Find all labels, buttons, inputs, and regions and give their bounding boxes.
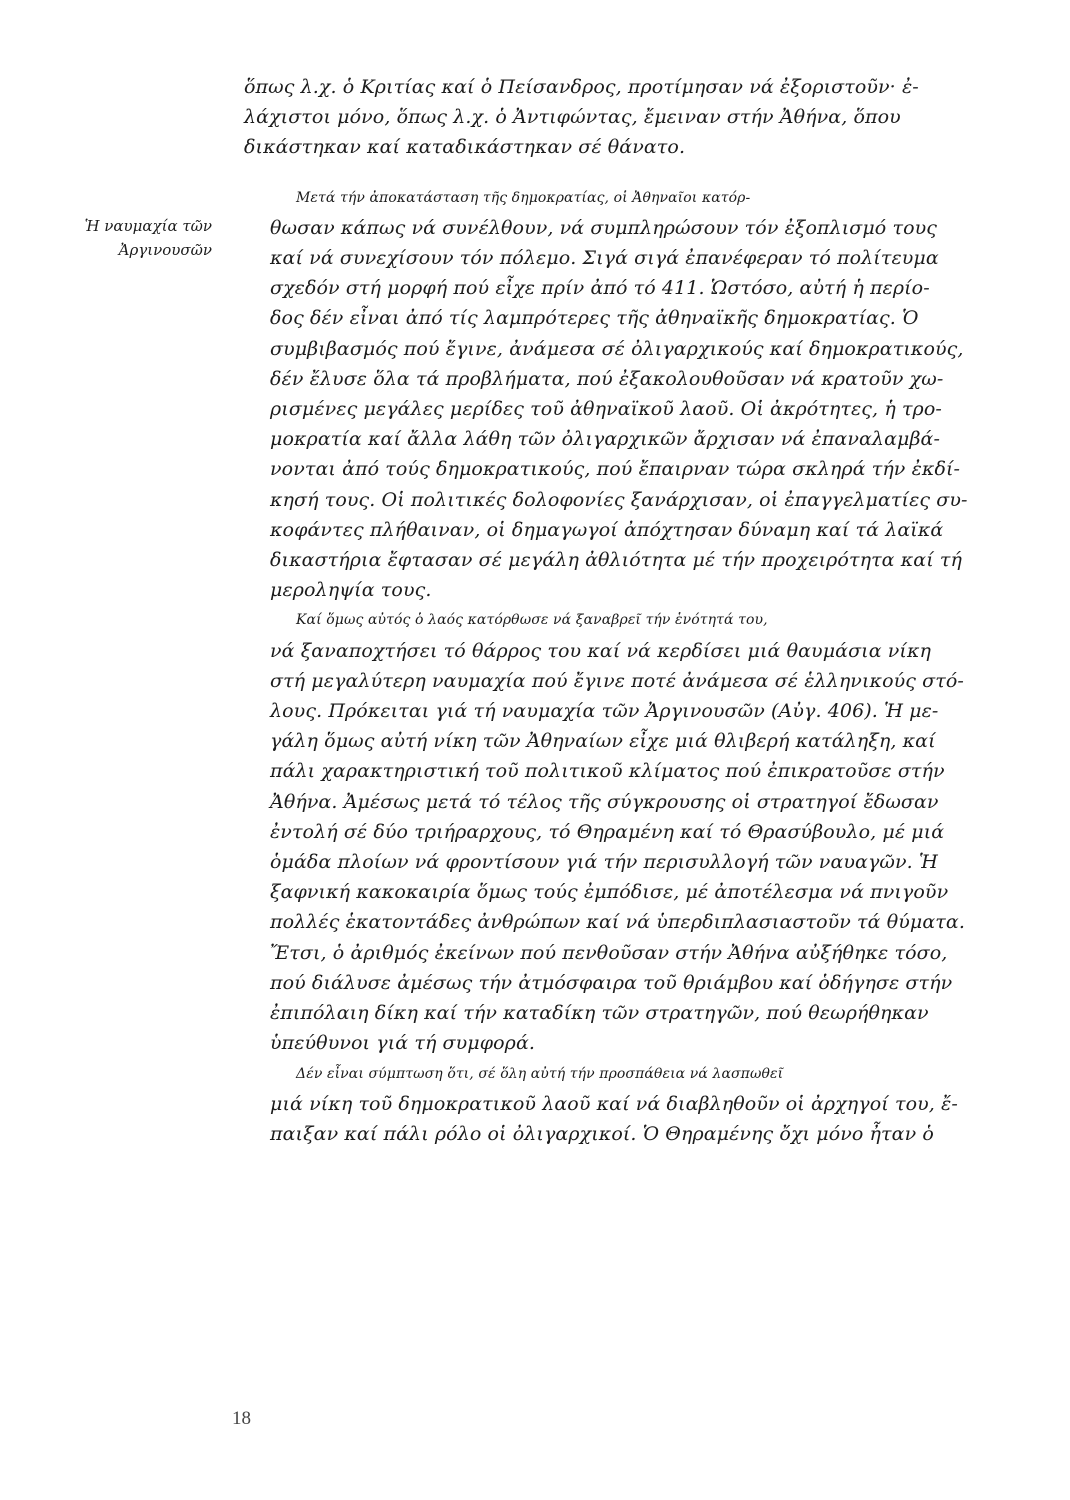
text-line: Δέν εἶναι σύμπτωση ὅτι, σέ ὅλη αὐτή τήν προσπάθεια νά λασπωθεῖ [296, 1065, 784, 1082]
text-line: ὁμάδα πλοίων νά φροντίσουν γιά τήν περισυλλογή τῶν ναυαγῶν. Ἡ [270, 851, 938, 874]
text-line: μεροληψία τους. [270, 579, 432, 602]
text-line: ὅπως λ.χ. ὁ Κριτίας καί ὁ Πείσανδρος, προτίμησαν νά ἐξοριστοῦν· ἐ- [244, 76, 919, 98]
text-line: ὑπεύθυνοι γιά τή συμφορά. [270, 1032, 536, 1055]
text-line: Ἔτσι, ὁ ἀριθμός ἐκείνων πού πενθοῦσαν στήν Ἀθήνα αὐξήθηκε τόσο, [270, 941, 948, 964]
text-line: σχεδόν στή μορφή πού εἶχε πρίν ἀπό τό 411. Ὡστόσο, αὐτή ἡ περίο- [270, 277, 930, 300]
page-number: 18 [232, 1408, 251, 1429]
margin-note-line: Ἡ ναυμαχία τῶν [84, 217, 212, 235]
text-line: πάλι χαρακτηριστική τοῦ πολιτικοῦ κλίματος πού ἐπικρατοῦσε στήν [270, 760, 945, 783]
text-line: πού διάλυσε ἀμέσως τήν ἀτμόσφαιρα τοῦ θριάμβου καί ὁδήγησε στήν [270, 971, 953, 994]
text-line: δέν ἔλυσε ὅλα τά προβλήματα, πού ἐξακολουθοῦσαν νά κρατοῦν χω- [270, 367, 944, 390]
text-line: λους. Πρόκειται γιά τή ναυμαχία τῶν Ἀργινουσῶν (Αὐγ. 406). Ἡ με- [270, 700, 939, 723]
text-line: μοκρατία καί ἄλλα λάθη τῶν ὀλιγαρχικῶν ἄρχισαν νά ἐπαναλαμβά- [270, 428, 940, 451]
text-line: καί νά συνεχίσουν τόν πόλεμο. Σιγά σιγά ἐπανέφεραν τό πολίτευμα [270, 247, 939, 270]
main-text [244, 72, 1024, 1149]
text-line: παιξαν καί πάλι ρόλο οἱ ὀλιγαρχικοί. Ὁ Θηραμένης ὄχι μόνο ἦταν ὁ [270, 1122, 934, 1145]
text-line: Καί ὅμως αὐτός ὁ λαός κατόρθωσε νά ξαναβρεῖ τήν ἑνότητά του, [296, 612, 768, 629]
text-line: Μετά τήν ἀποκατάσταση τῆς δημοκρατίας, οἱ Ἀθηναῖοι κατόρ- [296, 189, 751, 206]
text-line: θωσαν κάπως νά συνέλθουν, νά συμπληρώσουν τόν ἐξοπλισμό τους [270, 216, 938, 239]
text-line: δικάστηκαν καί καταδικάστηκαν σέ θάνατο. [244, 136, 686, 159]
paragraph [244, 605, 1024, 1058]
margin-note [52, 214, 212, 262]
text-line: ἐπιπόλαιη δίκη καί τήν καταδίκη τῶν στρατηγῶν, πού θεωρήθηκαν [270, 1002, 929, 1025]
text-line: ρισμένες μεγάλες μερίδες τοῦ ἀθηναϊκοῦ λαοῦ. Οἱ ἀκρότητες, ἡ τρο- [270, 398, 942, 421]
text-line: δικαστήρια ἔφτασαν σέ μεγάλη ἀθλιότητα μέ τήν προχειρότητα καί τή [270, 549, 963, 572]
text-line: συμβιβασμός πού ἔγινε, ἀνάμεσα σέ ὀλιγαρχικούς καί δημοκρατικούς, [270, 337, 964, 360]
paragraph [244, 183, 1024, 606]
paragraph [244, 72, 1024, 163]
text-line: κησή τους. Οἱ πολιτικές δολοφονίες ξανάρχισαν, οἱ ἐπαγγελματίες συ- [270, 488, 968, 511]
text-line: δος δέν εἶναι ἀπό τίς λαμπρότερες τῆς ἀθηναϊκῆς δημοκρατίας. Ὁ [270, 307, 919, 330]
paragraph [244, 1059, 1024, 1150]
text-line: πολλές ἑκατοντάδες ἀνθρώπων καί νά ὑπερδιπλασιαστοῦν τά θύματα. [270, 911, 965, 934]
text-line: γάλη ὅμως αὐτή νίκη τῶν Ἀθηναίων εἶχε μιά θλιβερή κατάληξη, καί [270, 730, 936, 753]
text-line: λάχιστοι μόνο, ὅπως λ.χ. ὁ Ἀντιφώντας, ἔμειναν στήν Ἀθήνα, ὅπου [244, 106, 901, 129]
text-line: στή μεγαλύτερη ναυμαχία πού ἔγινε ποτέ ἀνάμεσα σέ ἑλληνικούς στό- [270, 669, 964, 692]
text-line: κοφάντες πλήθαιναν, οἱ δημαγωγοί ἀπόχτησαν δύναμη καί τά λαϊκά [270, 518, 944, 541]
margin-note-line: Ἀργινουσῶν [118, 241, 212, 259]
text-line: ξαφνική κακοκαιρία ὅμως τούς ἐμπόδισε, μέ ἀποτέλεσμα νά πνιγοῦν [270, 881, 949, 904]
text-line: μιά νίκη τοῦ δημοκρατικοῦ λαοῦ καί νά διαβληθοῦν οἱ ἀρχηγοί του, ἔ- [270, 1092, 958, 1115]
text-line: νονται ἀπό τούς δημοκρατικούς, πού ἔπαιρναν τώρα σκληρά τήν ἐκδί- [270, 458, 961, 481]
text-line: ἐντολή σέ δύο τριήραρχους, τό Θηραμένη καί τό Θρασύβουλο, μέ μιά [270, 820, 945, 843]
text-line: Ἀθήνα. Ἀμέσως μετά τό τέλος τῆς σύγκρουσης οἱ στρατηγοί ἔδωσαν [270, 790, 939, 813]
text-line: νά ξαναποχτήσει τό θάρρος του καί νά κερδίσει μιά θαυμάσια νίκη [270, 639, 932, 662]
